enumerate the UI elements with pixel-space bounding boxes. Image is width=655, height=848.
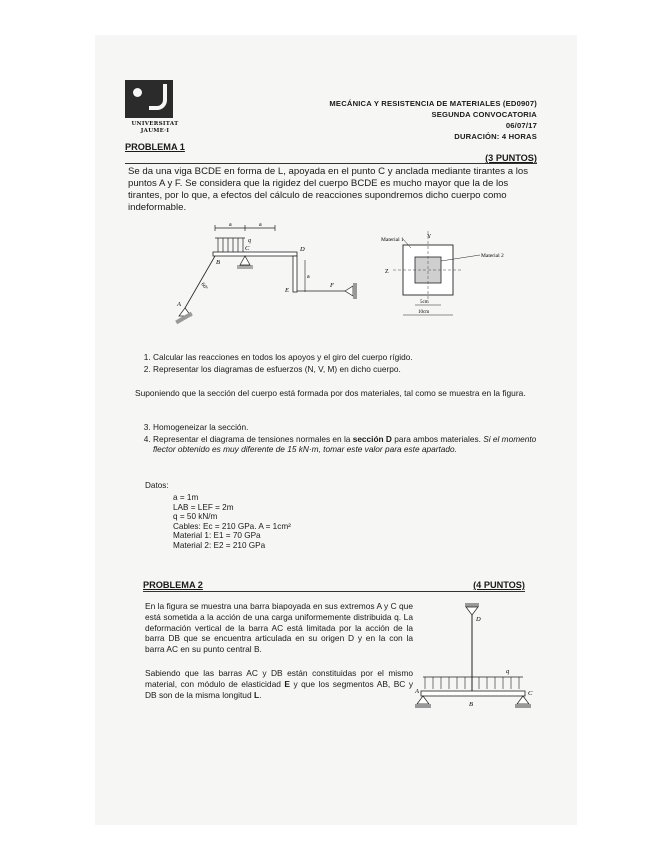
problem1-rule [125,163,537,164]
cable-ab [185,256,215,308]
exam-date: 06/07/17 [505,121,537,130]
problem2-para1: En la figura se muestra una barra biapoyada en sus extremos A y C que está sometida a la acción de una carga uniformemente distribuida q. La deformación vertical de la barra AC está limitada por la acción de la barra DB que se encuentra articulada en su origen D y en la con la barra AC en su punto central B. [145,601,413,655]
beam-bd [213,252,297,256]
label-a2: a [259,222,262,228]
problem1-points: (3 PUNTOS) [485,153,537,163]
label-material1: Material 1 [381,237,404,243]
problem2-rule [143,591,525,592]
label-dim-10cm: 10cm [418,310,430,315]
datos-list [173,493,291,551]
problem2-figure [413,603,538,718]
label-a-vertical: a [307,274,310,280]
label-q: q [248,238,251,244]
distributed-load-q [215,238,245,252]
label-b: B [216,259,220,266]
problem1-title: PROBLEMA 1 [125,142,185,152]
label-y-axis: Y [427,234,432,240]
problem1-intro: Se da una viga BCDE en forma de L, apoyada en el punto C y anclada mediante tirantes a los puntos A y F. Se considera que la rigidez del cuerpo BCDE es mucho mayor que la de los tirantes, por lo que, a efectos del cálculo de reacciones supondremos dicho cuerpo como indeformable. [128,166,528,213]
exam-duration: DURACIÓN: 4 HORAS [454,132,537,141]
label-d2: D [476,616,481,623]
label-f: F [330,282,334,289]
datos-label: Datos: [145,481,169,490]
label-b2: B [469,701,473,708]
task-2: 2. Representar los diagramas de esfuerzos (N, V, M) en dicho cuerpo. [153,364,553,375]
problem2-title: PROBLEMA 2 [143,580,203,590]
support-a2 [417,696,429,704]
problem2-points: (4 PUNTOS) [473,580,525,590]
task-3: 3. Homogeneizar la sección. [153,422,561,433]
task-1: 1. Calcular las reacciones en todos los apoyos y el giro del cuerpo rígido. [153,352,553,363]
bar-ac [421,691,525,696]
support-d [466,607,478,615]
university-logo [125,80,173,118]
task-4: 4. Representar el diagrama de tensiones normales en la sección D para ambos materiales. Si el momento flector obtenido es muy diferente de 15 kN·m, tomar este valor para este apartado. [153,434,561,455]
problem2-para2: Sabiendo que las barras AC y DB están constituidas por el mismo material, con módulo de elasticidad E y que los segmentos AB, BC y DB son de la misma longitud L. [145,668,414,700]
dato-material1: Material 1: E1 = 70 GPa [173,531,261,541]
dato-q: q = 50 kN/m [173,512,218,522]
problem1-tasks-b [135,422,561,456]
dato-a: a = 1m [173,493,199,502]
label-a2-point: A [415,688,419,695]
label-a1: a [229,222,232,228]
dato-cables: Cables: Ec = 210 GPa. A = 1cm² [173,521,291,531]
label-c2: C [528,690,533,697]
beam-de [293,256,297,292]
label-q2: q [506,668,510,675]
support-c [240,256,250,265]
exam-page [95,35,577,825]
label-angle: 60º [199,281,209,292]
label-c: C [245,245,250,252]
support-c2 [517,696,529,704]
call-label: SEGUNDA CONVOCATORIA [431,110,537,119]
label-dim-5cm: 5cm [420,300,429,305]
label-a-point: A [177,301,181,308]
label-material2: Material 2 [481,253,504,259]
l-beam-figure [145,220,365,335]
label-d: D [300,246,305,253]
label-e: E [285,287,289,294]
problem1-tasks-a [135,352,553,375]
cross-section-figure [345,223,535,338]
dato-material2: Material 2: E2 = 210 GPa [173,540,266,550]
label-z-axis: Z [385,269,389,275]
section-description: Suponiendo que la sección del cuerpo está formada por dos materiales, tal como se muestra en la figura. [135,388,526,398]
dato-lengths: LAB = LEF = 2m [173,502,234,512]
course-title: MECÁNICA Y RESISTENCIA DE MATERIALES (ED0907) [329,99,537,108]
university-name: UNIVERSITAT JAUME·I [131,121,179,134]
